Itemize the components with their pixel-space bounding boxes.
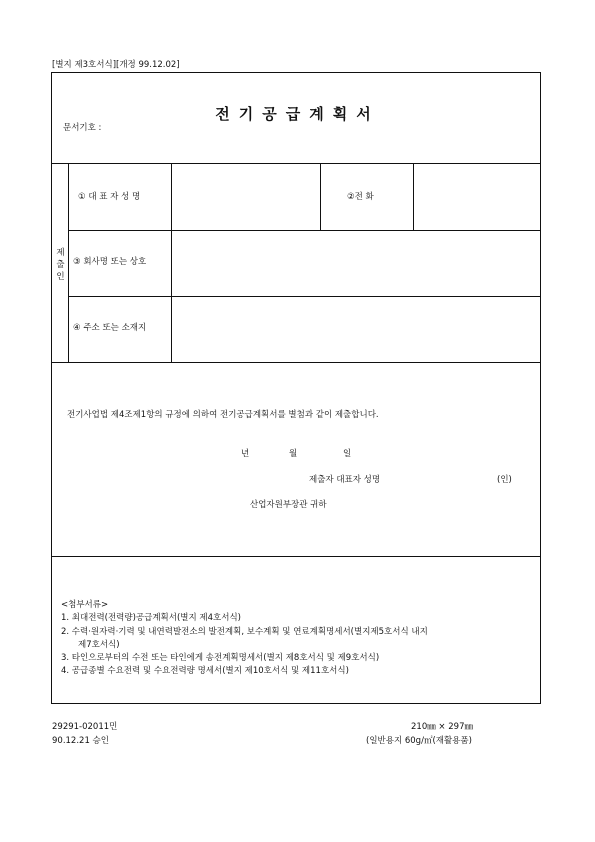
seal-mark: (인) [497,475,512,485]
divider-submitter-col [68,163,69,362]
form-id: [별지 제3호서식][개정 99.12.02] [52,60,180,70]
signature-line: 제출자 대표자 성명 [309,475,381,485]
approval-date: 90.12.21 승인 [52,736,109,746]
attachment-item: 2. 수력·원자력·기력 및 내연력발전소의 발전계획, 보수계획 및 연료계획명세서(별지제5호서식 내지 [61,627,428,637]
paper-size: 210㎜ × 297㎜ [411,722,473,732]
addressee: 산업자원부장관 귀하 [250,500,327,510]
attachment-item: 제7호서식) [78,640,120,650]
date-month-label: 월 [289,449,298,459]
submitter-label-char: 출 [56,260,65,270]
address-label: ④ 주소 또는 소재지 [73,323,147,333]
rep-name-label: ① 대 표 자 성 명 [78,192,141,202]
phone-field[interactable] [414,164,540,229]
paper-spec: (일반용지 60g/㎡(재활용품) [366,736,472,746]
doc-number-label: 문서기호 : [63,123,102,133]
company-field[interactable] [172,231,540,295]
divider-submitter [51,362,541,363]
form-code: 29291-02011민 [52,722,118,732]
address-field[interactable] [172,297,540,361]
page-title: 전기공급계획서 [215,105,380,123]
attachments-heading: <첨부서류> [61,600,109,610]
submitter-label-char: 제 [56,248,65,258]
company-label: ③ 회사명 또는 상호 [73,257,147,267]
attachment-item: 4. 공급종별 수요전력 및 수요전력량 명세서(별지 제10호서식 및 제11호서식) [61,666,349,676]
divider-phone-label-left [320,163,321,230]
rep-name-field[interactable] [172,164,319,229]
submitter-label [54,247,67,283]
attachment-item: 3. 타인으로부터의 수전 또는 타인에게 송전계획명세서(별지 제8호서식 및 제9호서식) [61,653,380,663]
submitter-label-char: 인 [56,272,65,282]
phone-label: ②전 화 [347,192,374,202]
divider-declaration [51,556,541,557]
declaration-text: 전기사업법 제4조제1항의 규정에 의하여 전기공급계획서를 별첨과 같이 제출합니다. [67,410,379,420]
date-year-label: 년 [241,449,250,459]
date-day-label: 일 [343,449,352,459]
attachment-item: 1. 최대전력(전력량)공급계획서(별지 제4호서식) [61,613,241,623]
